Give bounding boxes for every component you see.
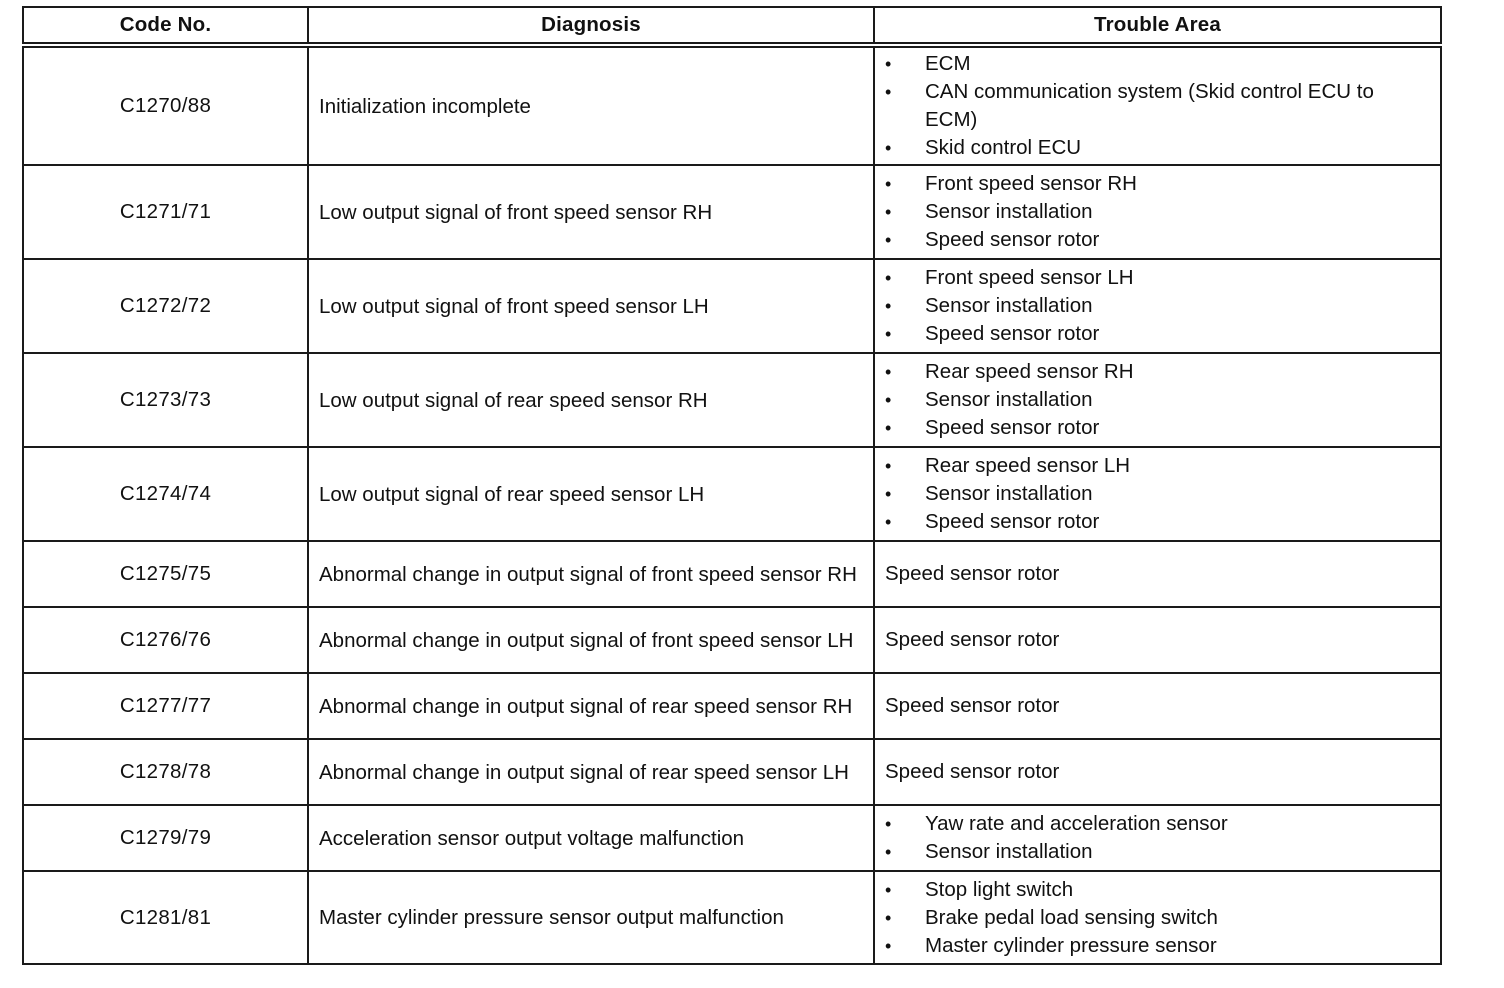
trouble-area-list bbox=[885, 876, 1420, 960]
trouble-area-text: Front speed sensor LH bbox=[925, 266, 1134, 289]
trouble-area-item bbox=[885, 904, 1420, 932]
diagnosis-cell: Initialization incomplete bbox=[308, 45, 874, 165]
code-cell: C1276/76 bbox=[23, 607, 308, 673]
diagnosis-cell: Abnormal change in output signal of front speed sensor RH bbox=[308, 541, 874, 607]
trouble-area-text: Sensor installation bbox=[925, 840, 1093, 863]
code-cell: C1273/73 bbox=[23, 353, 308, 447]
diagnosis-cell: Acceleration sensor output voltage malfunction bbox=[308, 805, 874, 871]
trouble-area-text: Sensor installation bbox=[925, 482, 1093, 505]
code-cell: C1271/71 bbox=[23, 165, 308, 259]
trouble-area-cell: Speed sensor rotor bbox=[874, 607, 1441, 673]
table-row bbox=[23, 447, 1441, 541]
bullet-icon: • bbox=[885, 512, 892, 532]
trouble-area-item bbox=[885, 50, 1420, 78]
trouble-area-text: Sensor installation bbox=[925, 200, 1093, 223]
bullet-icon: • bbox=[885, 879, 892, 900]
code-cell: C1272/72 bbox=[23, 259, 308, 353]
trouble-area-text: Speed sensor rotor bbox=[925, 510, 1100, 533]
bullet-icon: • bbox=[885, 935, 892, 956]
trouble-area-text: Master cylinder pressure sensor bbox=[925, 933, 1217, 957]
trouble-area-item bbox=[885, 292, 1420, 320]
trouble-area-text: ECM bbox=[925, 52, 971, 75]
diagnosis-cell: Abnormal change in output signal of rear speed sensor LH bbox=[308, 739, 874, 805]
trouble-area-item bbox=[885, 358, 1420, 386]
trouble-area-cell bbox=[874, 871, 1441, 964]
trouble-area-cell bbox=[874, 353, 1441, 447]
diagnosis-cell: Low output signal of front speed sensor RH bbox=[308, 165, 874, 259]
header-row bbox=[23, 7, 1441, 45]
table-row bbox=[23, 541, 1441, 607]
trouble-area-text: Skid control ECU bbox=[925, 136, 1082, 159]
header-code: Code No. bbox=[23, 7, 308, 45]
trouble-area-item bbox=[885, 386, 1420, 414]
bullet-icon: • bbox=[885, 907, 892, 928]
table-row bbox=[23, 607, 1441, 673]
trouble-area-item bbox=[885, 876, 1420, 904]
diagnosis-cell: Low output signal of rear speed sensor RH bbox=[308, 353, 874, 447]
trouble-area-list bbox=[885, 358, 1420, 442]
diagnosis-cell: Low output signal of front speed sensor LH bbox=[308, 259, 874, 353]
code-cell: C1278/78 bbox=[23, 739, 308, 805]
table-header bbox=[23, 7, 1441, 45]
table-body bbox=[23, 45, 1441, 964]
trouble-area-item bbox=[885, 170, 1420, 198]
bullet-icon: • bbox=[885, 268, 892, 288]
table-row bbox=[23, 871, 1441, 964]
trouble-area-text: Sensor installation bbox=[925, 388, 1093, 411]
bullet-icon: • bbox=[885, 842, 892, 862]
trouble-area-item bbox=[885, 414, 1420, 442]
trouble-area-cell bbox=[874, 45, 1441, 165]
trouble-area-cell bbox=[874, 805, 1441, 871]
trouble-area-cell: Speed sensor rotor bbox=[874, 673, 1441, 739]
trouble-area-text: Front speed sensor RH bbox=[925, 172, 1137, 195]
trouble-area-list bbox=[885, 170, 1420, 254]
code-cell: C1275/75 bbox=[23, 541, 308, 607]
bullet-icon: • bbox=[885, 138, 892, 158]
trouble-area-list bbox=[885, 50, 1420, 162]
trouble-area-cell: Speed sensor rotor bbox=[874, 541, 1441, 607]
bullet-icon: • bbox=[885, 484, 892, 504]
table-row bbox=[23, 45, 1441, 165]
bullet-icon: • bbox=[885, 456, 892, 476]
trouble-area-text: Speed sensor rotor bbox=[925, 228, 1100, 251]
bullet-icon: • bbox=[885, 324, 892, 344]
trouble-area-text: Stop light switch bbox=[925, 877, 1074, 901]
table-row bbox=[23, 673, 1441, 739]
trouble-area-text: Rear speed sensor RH bbox=[925, 360, 1134, 383]
trouble-area-cell bbox=[874, 165, 1441, 259]
diagnosis-cell: Abnormal change in output signal of front speed sensor LH bbox=[308, 607, 874, 673]
trouble-area-item bbox=[885, 78, 1420, 134]
table-row bbox=[23, 259, 1441, 353]
trouble-area-item bbox=[885, 134, 1420, 162]
header-trouble-area: Trouble Area bbox=[874, 7, 1441, 45]
trouble-area-list bbox=[885, 810, 1420, 866]
table-row bbox=[23, 805, 1441, 871]
trouble-area-item bbox=[885, 226, 1420, 254]
bullet-icon: • bbox=[885, 174, 892, 194]
code-cell: C1277/77 bbox=[23, 673, 308, 739]
trouble-area-text: Rear speed sensor LH bbox=[925, 454, 1131, 477]
bullet-icon: • bbox=[885, 814, 892, 834]
bullet-icon: • bbox=[885, 362, 892, 382]
trouble-area-text: Speed sensor rotor bbox=[925, 322, 1100, 345]
trouble-area-text: Brake pedal load sensing switch bbox=[925, 905, 1218, 929]
trouble-area-list bbox=[885, 452, 1420, 536]
trouble-area-item bbox=[885, 264, 1420, 292]
code-cell: C1279/79 bbox=[23, 805, 308, 871]
bullet-icon: • bbox=[885, 202, 892, 222]
trouble-area-cell bbox=[874, 447, 1441, 541]
code-cell: C1270/88 bbox=[23, 45, 308, 165]
table-row bbox=[23, 165, 1441, 259]
trouble-area-item bbox=[885, 320, 1420, 348]
trouble-area-list bbox=[885, 264, 1420, 348]
trouble-area-item bbox=[885, 932, 1420, 960]
bullet-icon: • bbox=[885, 54, 892, 74]
bullet-icon: • bbox=[885, 390, 892, 410]
diagnosis-cell: Low output signal of rear speed sensor LH bbox=[308, 447, 874, 541]
trouble-area-text: Yaw rate and acceleration sensor bbox=[925, 812, 1228, 835]
trouble-area-text: Speed sensor rotor bbox=[925, 416, 1100, 439]
trouble-area-item bbox=[885, 452, 1420, 480]
diagnosis-cell: Abnormal change in output signal of rear speed sensor RH bbox=[308, 673, 874, 739]
table-row bbox=[23, 739, 1441, 805]
trouble-area-cell: Speed sensor rotor bbox=[874, 739, 1441, 805]
bullet-icon: • bbox=[885, 296, 892, 316]
trouble-area-item bbox=[885, 480, 1420, 508]
table-row bbox=[23, 353, 1441, 447]
bullet-icon: • bbox=[885, 82, 892, 102]
dtc-table bbox=[22, 6, 1442, 965]
code-cell: C1274/74 bbox=[23, 447, 308, 541]
trouble-area-item bbox=[885, 198, 1420, 226]
trouble-area-item bbox=[885, 838, 1420, 866]
bullet-icon: • bbox=[885, 418, 892, 438]
trouble-area-text: CAN communication system (Skid control ECU to ECM) bbox=[925, 80, 1374, 131]
trouble-area-item bbox=[885, 810, 1420, 838]
diagnosis-cell: Master cylinder pressure sensor output malfunction bbox=[308, 871, 874, 964]
trouble-area-cell bbox=[874, 259, 1441, 353]
code-cell: C1281/81 bbox=[23, 871, 308, 964]
trouble-area-text: Sensor installation bbox=[925, 294, 1093, 317]
header-diagnosis: Diagnosis bbox=[308, 7, 874, 45]
trouble-area-item bbox=[885, 508, 1420, 536]
bullet-icon: • bbox=[885, 230, 892, 250]
